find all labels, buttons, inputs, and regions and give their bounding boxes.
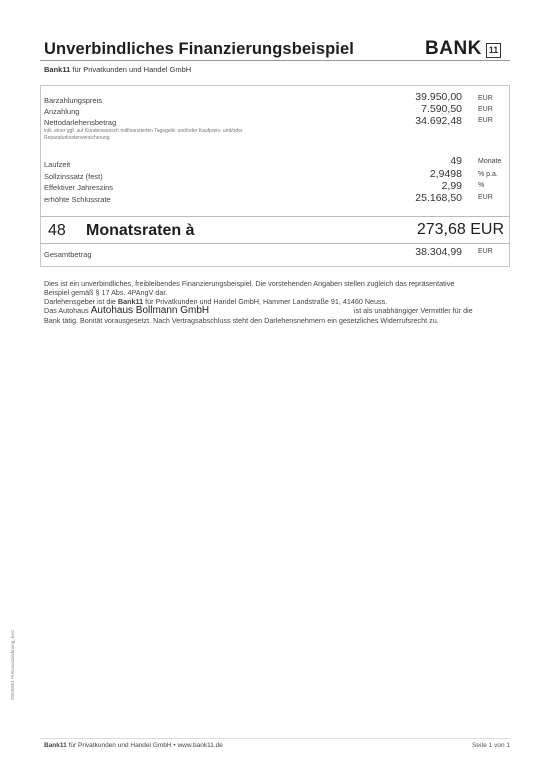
bank-logo-text: BANK xyxy=(425,38,482,59)
footer-company xyxy=(44,742,223,749)
unit-term: Monate xyxy=(478,158,502,165)
disclaimer-line-5: Bank tätig. Bonität vorausgesetzt. Nach Vertragsabschluss steht den Darlehensnehmern ein gesetzliches Widerrufsrecht zu. xyxy=(44,316,439,325)
label-term: Laufzeit xyxy=(44,160,71,169)
disclaimer-dealer-pre: Das Autohaus xyxy=(44,306,91,315)
header-rule xyxy=(40,60,510,61)
disclaimer-lender-brand: Bank11 xyxy=(117,297,144,306)
label-cash-price: Barzahlungspreis xyxy=(44,96,102,105)
unit-final-installment: EUR xyxy=(478,194,493,201)
dealer-name: Autohaus Bollmann GmbH xyxy=(90,305,210,316)
label-total: Gesamtbetrag xyxy=(44,250,92,259)
rate-count: 48 xyxy=(48,222,66,239)
unit-effective-rate: % xyxy=(478,182,485,189)
footer-rule xyxy=(40,738,510,739)
unit-down-payment: EUR xyxy=(478,106,493,113)
disclaimer-lender-post: für Privatkunden und Handel GmbH, Hammer Landstraße 91, 41460 Neuss. xyxy=(143,297,388,306)
rate-top-rule xyxy=(40,216,510,217)
label-final-installment: erhöhte Schlussrate xyxy=(44,195,111,204)
value-term: 49 xyxy=(450,155,462,167)
value-effective-rate: 2,99 xyxy=(441,180,462,192)
form-code: 20040601 Preisauszeichnung_kurz xyxy=(10,629,15,700)
rate-amount: 273,68 EUR xyxy=(416,221,504,238)
unit-net-loan: EUR xyxy=(478,117,493,124)
value-net-loan: 34.692,48 xyxy=(415,115,462,127)
subtitle-brand: Bank11 xyxy=(44,65,71,74)
document-subtitle xyxy=(44,65,191,74)
unit-total: EUR xyxy=(478,248,493,255)
unit-cash-price: EUR xyxy=(478,95,493,102)
footer-brand: Bank11 xyxy=(44,742,67,749)
rate-bottom-rule xyxy=(40,243,510,244)
value-total: 38.304,99 xyxy=(415,246,462,258)
net-loan-note: inkl. einer ggf. auf Kundenwunsch mitfinanzierten Tagegeld- und/oder Kaufpreis- und/oder Reparaturkostenversicherung xyxy=(44,128,243,141)
value-final-installment: 25.168,50 xyxy=(415,192,462,204)
bank-logo-box: 11 xyxy=(486,43,501,58)
disclaimer-line-2: Beispiel gemäß § 17 Abs. 4PAngV dar. xyxy=(44,288,168,297)
footer-text: für Privatkunden und Handel GmbH • www.bank11.de xyxy=(66,742,223,749)
value-cash-price: 39.950,00 xyxy=(415,91,462,103)
rate-label: Monatsraten à xyxy=(86,222,195,239)
document-title: Unverbindliches Finanzierungsbeispiel xyxy=(44,40,354,58)
page-number: Seite 1 von 1 xyxy=(472,742,510,749)
disclaimer-line-1: Dies ist ein unverbindliches, freibleibendes Finanzierungsbeispiel. Die vorstehenden Angaben stellen zugleich das repräsentative xyxy=(44,279,455,288)
label-borrowing-rate: Sollzinssatz (fest) xyxy=(44,172,103,181)
subtitle-text: für Privatkunden und Handel GmbH xyxy=(70,65,192,74)
label-down-payment: Anzahlung xyxy=(44,107,80,116)
disclaimer-lender-pre: Darlehensgeber ist die xyxy=(44,297,118,306)
label-effective-rate: Effektiver Jahreszins xyxy=(44,183,114,192)
unit-borrowing-rate: % p.a. xyxy=(478,171,498,178)
label-net-loan: Nettodarlehensbetrag xyxy=(44,118,117,127)
disclaimer-dealer-post: ist als unabhängiger Vermittler für die xyxy=(354,306,473,315)
value-borrowing-rate: 2,9498 xyxy=(429,168,462,180)
value-down-payment: 7.590,50 xyxy=(421,103,462,115)
